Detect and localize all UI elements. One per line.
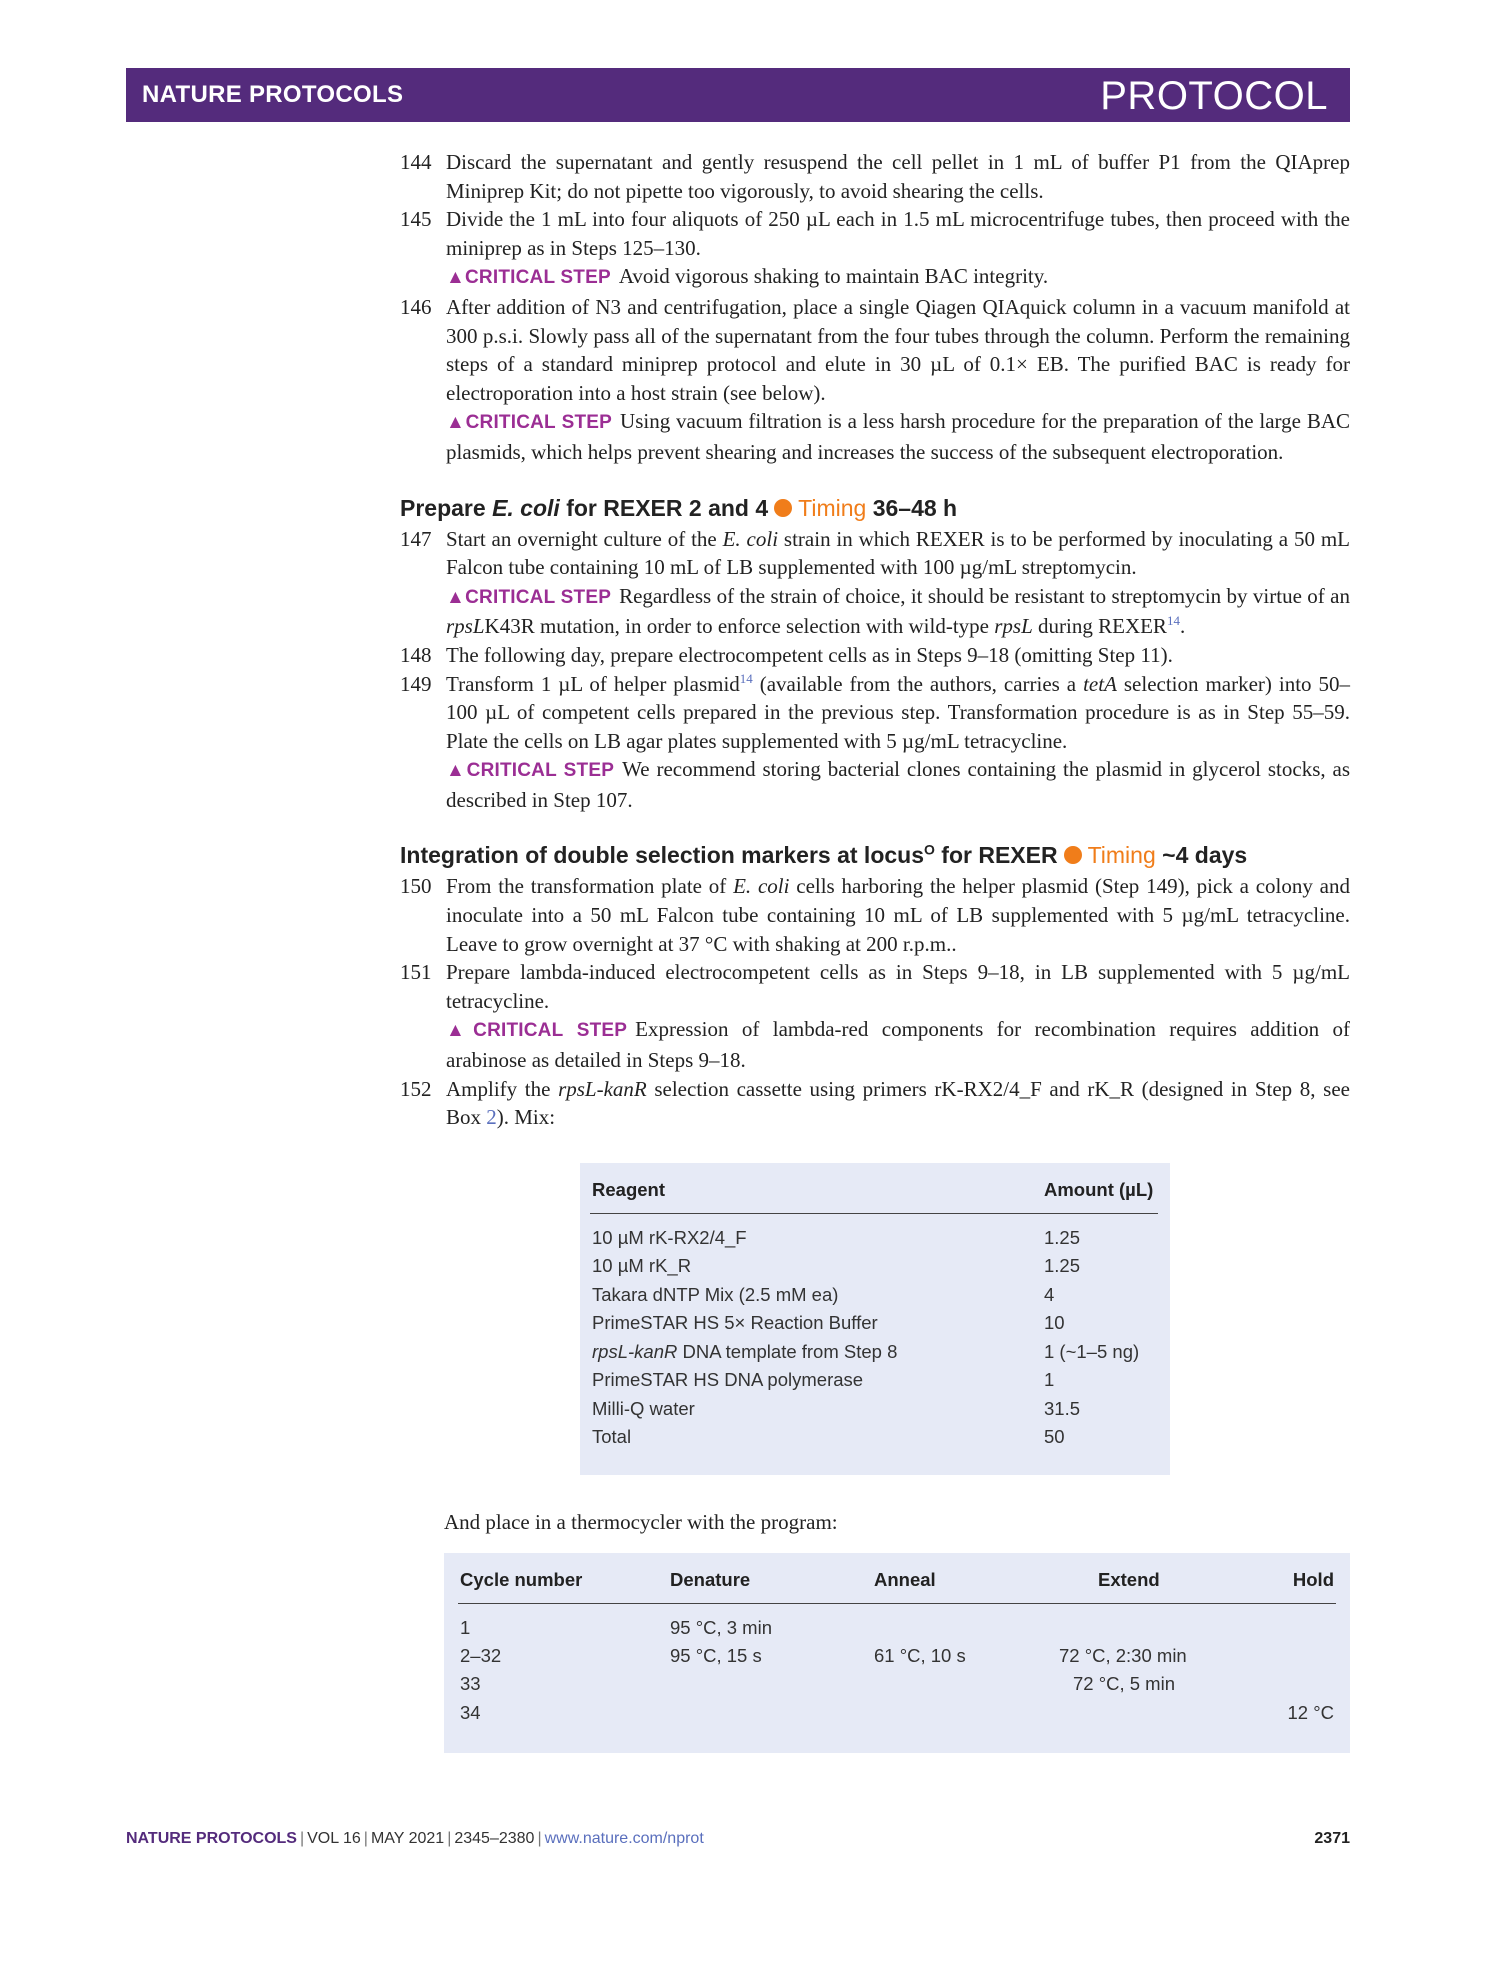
step-number: 150	[400, 874, 432, 899]
article-type: PROTOCOL	[1100, 74, 1328, 118]
step-text: Transform 1 µL of helper plasmid	[446, 671, 740, 696]
footer-pages: 2345–2380	[454, 1830, 535, 1847]
table-cell: 61 °C, 10 s	[874, 1645, 966, 1666]
step-italic: E. coli	[733, 874, 790, 899]
critical-step-label: ▲CRITICAL STEP	[446, 586, 612, 608]
main-content	[400, 148, 1350, 1132]
step-149	[400, 670, 1350, 815]
timing-value: 36–48 h	[872, 494, 958, 521]
critical-step-text: Expression of lambda-red components for recombination requires addition of arabinose as detailed in Steps 9–18.	[446, 1017, 1350, 1073]
timing-dot-icon	[1064, 846, 1082, 864]
table-cell: 95 °C, 15 s	[670, 1645, 762, 1666]
critical-step	[446, 755, 1350, 814]
heading-italic: E. coli	[492, 494, 560, 521]
table-cell: 1	[1044, 1369, 1055, 1390]
table-cell: 1.25	[1044, 1255, 1081, 1276]
critical-step-text: during REXER	[1032, 614, 1167, 639]
table-header: Cycle number	[460, 1569, 583, 1590]
footer-volume: VOL 16	[307, 1830, 361, 1847]
table-cell: 33	[460, 1673, 481, 1694]
step-number: 144	[400, 150, 432, 174]
heading-text: for REXER	[934, 842, 1058, 869]
step-italic: E. coli	[722, 526, 779, 551]
table-cell	[592, 1341, 897, 1363]
page-footer	[126, 1830, 1350, 1848]
reagent-table	[580, 1163, 1170, 1475]
step-number: 148	[400, 642, 432, 667]
step-italic: rpsL-kanR	[558, 1076, 647, 1101]
critical-step-text: Avoid vigorous shaking to maintain BAC integrity.	[618, 264, 1049, 289]
table-cell: 1	[460, 1617, 471, 1638]
step-number: 145	[400, 207, 432, 232]
step-146	[400, 293, 1350, 467]
critical-step-text: Using vacuum filtration is a less harsh procedure for the preparation of the large BAC plasmids, which helps prevent shearing and increases the success of the subsequent electroporation.	[446, 409, 1350, 464]
critical-step	[446, 1015, 1350, 1074]
critical-step	[446, 262, 1350, 293]
section-heading-prepare-ecoli	[400, 493, 1350, 523]
page-number: 2371	[1314, 1830, 1350, 1847]
journal-name: NATURE PROTOCOLS	[142, 81, 404, 108]
cycle-table	[444, 1553, 1350, 1753]
table-cell: 50	[1044, 1426, 1065, 1447]
footer-journal: NATURE PROTOCOLS	[126, 1830, 297, 1847]
step-152	[400, 1075, 1350, 1132]
step-text: Prepare lambda-induced electrocompetent cells as in Steps 9–18, in LB supplemented with 5 µg/mL tetracycline.	[446, 960, 1350, 1013]
step-number: 147	[400, 526, 432, 551]
step-151	[400, 958, 1350, 1074]
footer-url-link[interactable]: www.nature.com/nprot	[544, 1830, 704, 1847]
table-cell: 10 µM rK_R	[592, 1255, 692, 1276]
critical-step-label: ▲CRITICAL STEP	[446, 1020, 628, 1042]
step-text: After addition of N3 and centrifugation, place a single Qiagen QIAquick column in a vacuum manifold at 300 p.s.i. Slowly pass all of the supernatant from the four tubes through the column. Perform the remaining steps of a standard miniprep protocol and elute in 30 µL of 0.1× EB. The purified BAC is ready for electroporation into a host strain (see below).	[446, 294, 1350, 405]
table-header: Anneal	[874, 1569, 936, 1590]
timing-dot-icon	[774, 499, 792, 517]
critical-step-text: .	[1179, 614, 1186, 639]
table-cell: Total	[592, 1426, 632, 1447]
reference-link[interactable]: 14	[1166, 613, 1180, 629]
table-cell: PrimeSTAR HS 5× Reaction Buffer	[592, 1312, 878, 1333]
thermocycler-intro: And place in a thermocycler with the program:	[444, 1510, 838, 1534]
table-cell: 34	[460, 1702, 481, 1723]
step-147	[400, 525, 1350, 641]
table-cell: 10	[1044, 1312, 1065, 1333]
step-text: Start an overnight culture of the	[446, 526, 723, 551]
heading-text: Integration of double selection markers at locus	[400, 842, 925, 869]
table-cell-text: DNA template from Step 8	[682, 1341, 898, 1362]
timing-label: Timing	[1087, 842, 1156, 869]
box-reference-link[interactable]: 2	[486, 1105, 497, 1130]
step-number: 146	[400, 294, 432, 319]
table-header: Amount (µL)	[1044, 1179, 1154, 1200]
heading-text: for REXER 2 and 4	[559, 494, 769, 521]
journal-banner	[126, 68, 1350, 122]
table-cell: 72 °C, 5 min	[1073, 1673, 1175, 1694]
step-text: (available from the authors, carries a	[752, 671, 1084, 696]
table-cell: 2–32	[460, 1645, 502, 1666]
step-italic: tetA	[1083, 671, 1117, 696]
step-number: 151	[400, 960, 432, 985]
step-144	[400, 148, 1350, 205]
table-rule	[590, 1213, 1158, 1214]
step-text: Amplify the	[446, 1076, 559, 1101]
step-text: The following day, prepare electrocompetent cells as in Steps 9–18 (omitting Step 11).	[446, 642, 1173, 667]
step-text: cells harboring the helper plasmid (Step 149), pick a colony and inoculate into a 50 mL Falcon tube containing 10 mL of LB supplemented with 5 µg/mL tetracycline. Leave to grow overnight at 37 °C with shaking at 200 r.p.m..	[446, 874, 1350, 956]
table-cell: Takara dNTP Mix (2.5 mM ea)	[592, 1284, 839, 1305]
table-cell: 10 µM rK-RX2/4_F	[592, 1227, 747, 1248]
table-rule	[458, 1603, 1336, 1604]
step-text: Divide the 1 mL into four aliquots of 250 µL each in 1.5 mL microcentrifuge tubes, then proceed with the miniprep as in Steps 125–130.	[446, 207, 1350, 260]
table-cell: PrimeSTAR HS DNA polymerase	[592, 1369, 864, 1390]
footer-separator: |	[363, 1830, 368, 1847]
critical-step-label: ▲CRITICAL STEP	[446, 760, 615, 782]
critical-step-text: K43R mutation, in order to enforce selection with wild-type	[484, 614, 995, 639]
table-cell: 31.5	[1044, 1398, 1081, 1419]
table-header: Reagent	[592, 1179, 665, 1200]
table-cell: 1.25	[1044, 1227, 1081, 1248]
table-cell: 4	[1044, 1284, 1055, 1305]
step-number: 152	[400, 1076, 432, 1101]
step-text: selection cassette using primers rK-RX2/4_F and rK_R (designed in Step 8, see Box	[446, 1076, 1350, 1130]
table-header: Hold	[1292, 1569, 1334, 1590]
heading-text: Prepare	[400, 494, 493, 521]
critical-step	[446, 582, 1350, 641]
critical-step-italic: rpsL	[994, 614, 1033, 639]
critical-step-label: ▲CRITICAL STEP	[446, 267, 611, 289]
step-text: selection marker) into 50–100 µL of competent cells prepared in the previous step. Transformation procedure is as in Step 55–59. Plate the cells on LB agar plates supplemented with 5 µg/mL tetracycline.	[446, 671, 1350, 753]
footer-separator: |	[537, 1830, 542, 1847]
table-cell: 1 (~1–5 ng)	[1044, 1341, 1140, 1362]
step-148	[400, 641, 1350, 670]
table-cell-italic: rpsL-kanR	[592, 1341, 678, 1362]
critical-step-label: ▲CRITICAL STEP	[446, 412, 613, 434]
table-cell: 95 °C, 3 min	[670, 1617, 772, 1638]
reference-link[interactable]: 14	[739, 670, 753, 686]
footer-separator: |	[447, 1830, 452, 1847]
critical-step-italic: rpsL	[446, 614, 485, 639]
timing-label: Timing	[798, 494, 867, 521]
step-text: strain in which REXER is to be performed by inoculating a 50 mL Falcon tube containing 10 mL of LB supplemented with 100 µg/mL streptomycin.	[446, 526, 1350, 580]
step-150	[400, 872, 1350, 958]
step-text: Discard the supernatant and gently resuspend the cell pellet in 1 mL of buffer P1 from the QIAprep Miniprep Kit; do not pipette too vigorously, to avoid shearing the cells.	[446, 150, 1350, 203]
critical-step-text: We recommend storing bacterial clones containing the plasmid in glycerol stocks, as described in Step 107.	[446, 757, 1351, 812]
timing-value: ~4 days	[1162, 842, 1248, 869]
footer-separator: |	[299, 1830, 305, 1847]
critical-step-text: Regardless of the strain of choice, it should be resistant to streptomycin by virtue of an	[619, 583, 1350, 608]
table-cell: Milli-Q water	[592, 1398, 695, 1419]
step-text: ). Mix:	[496, 1105, 556, 1130]
step-number: 149	[400, 671, 432, 696]
heading-superscript: O	[924, 841, 935, 858]
table-header: Extend	[1098, 1569, 1160, 1590]
step-145	[400, 205, 1350, 293]
table-header: Denature	[670, 1569, 751, 1590]
footer-date: MAY 2021	[370, 1830, 445, 1847]
table-cell: 12 °C	[1287, 1702, 1334, 1723]
step-text: From the transformation plate of	[446, 874, 734, 899]
table-cell: 72 °C, 2:30 min	[1059, 1645, 1187, 1666]
critical-step	[446, 407, 1350, 466]
section-heading-integration	[400, 840, 1350, 870]
